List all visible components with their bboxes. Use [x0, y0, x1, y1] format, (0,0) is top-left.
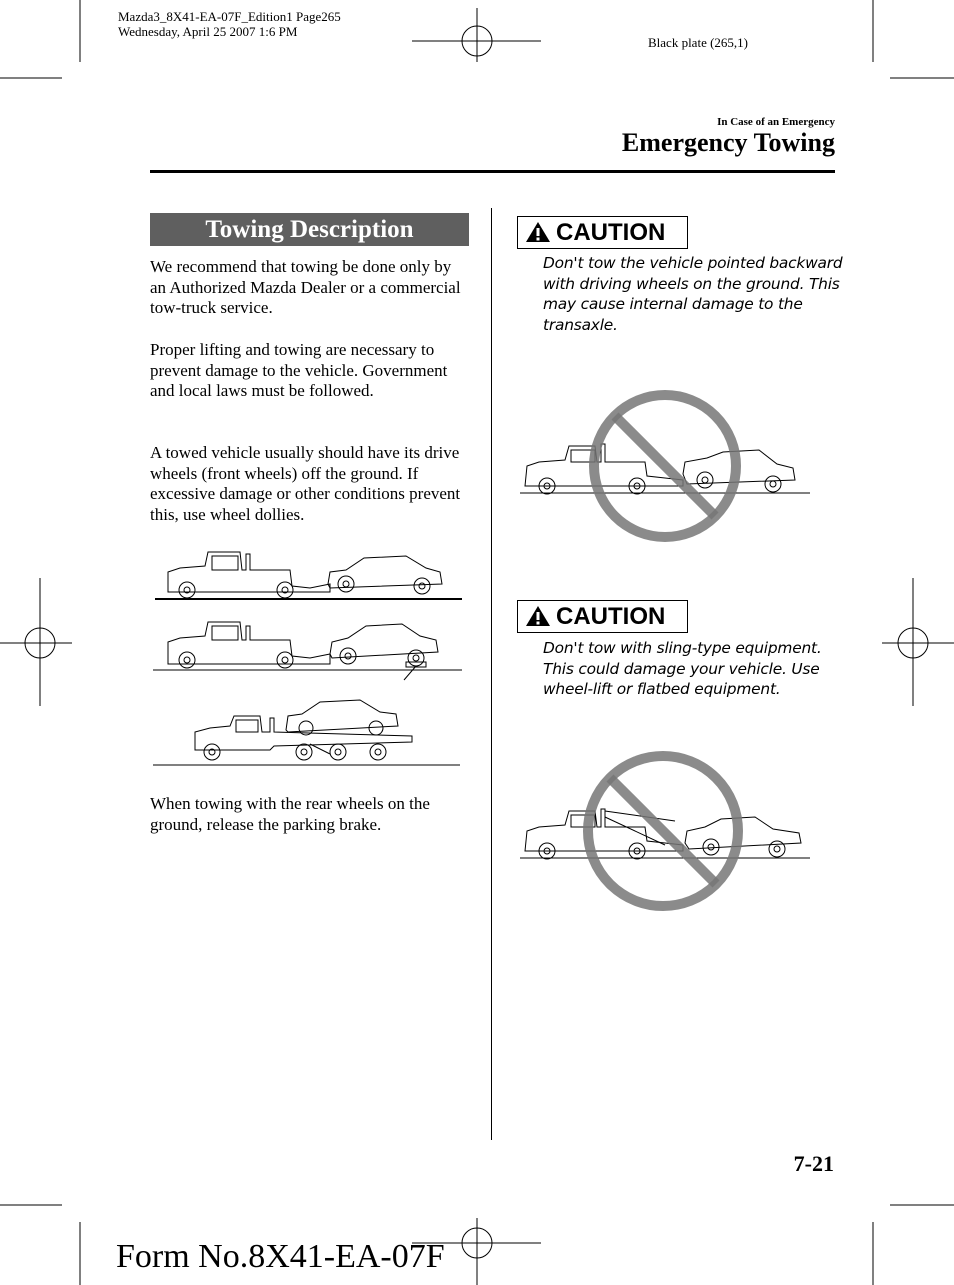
caution-box-1 — [517, 216, 688, 249]
paragraph-drive-wheels: A towed vehicle usually should have its drive wheels (front wheels) off the ground. If excessive damage or other conditions prevent this, use wheel dollies. — [150, 443, 461, 524]
prohibition-icon — [594, 395, 736, 537]
tow-truck-1 — [168, 552, 330, 598]
column-divider — [491, 208, 492, 1140]
print-header-line2: Wednesday, April 25 2007 1:6 PM — [118, 24, 298, 39]
form-number: Form No.8X41-EA-07F — [116, 1238, 445, 1275]
paragraph-lifting: Proper lifting and towing are necessary to prevent damage to the vehicle. Government and local laws must be followed. — [150, 340, 448, 401]
page-title: Emergency Towing — [621, 128, 835, 157]
caution-text-1: Don't tow the vehicle pointed backward with driving wheels on the ground. This may cause internal damage to the transaxle. — [543, 254, 843, 334]
prohibition-icon — [588, 756, 738, 906]
towed-car-1 — [328, 556, 442, 594]
warning-icon — [525, 605, 551, 627]
towing-description-heading: Towing Description — [150, 213, 469, 246]
slung-car — [685, 817, 801, 857]
page-number: 7-21 — [793, 1151, 834, 1176]
caution-label-2: CAUTION — [556, 603, 666, 630]
caution-box-2 — [517, 600, 688, 633]
paragraph-recommendation: We recommend that towing be done only by an Authorized Mazda Dealer or a commercial tow-truck service. — [150, 257, 461, 318]
sling-towing-prohibited-illustration — [515, 745, 815, 915]
correct-towing-methods-illustration — [150, 540, 470, 775]
header-rule — [150, 170, 835, 173]
towed-car-2 — [330, 624, 438, 680]
car-on-flatbed — [286, 700, 398, 735]
plate-label: Black plate (265,1) — [648, 35, 748, 50]
tow-truck-2 — [168, 622, 330, 668]
caution-text-2: Don't tow with sling-type equipment. This could damage your vehicle. Use wheel-lift or flatbed equipment. — [543, 639, 822, 699]
caution-label-1: CAUTION — [556, 219, 666, 246]
flatbed-truck — [195, 716, 412, 760]
tow-truck-3 — [525, 444, 683, 494]
section-label: In Case of an Emergency — [717, 116, 835, 128]
print-header-line1: Mazda3_8X41-EA-07F_Edition1 Page265 — [118, 9, 341, 24]
backward-towing-prohibited-illustration — [515, 380, 815, 550]
warning-icon — [525, 221, 551, 243]
parking-brake-note: When towing with the rear wheels on the ground, release the parking brake. — [150, 794, 430, 834]
